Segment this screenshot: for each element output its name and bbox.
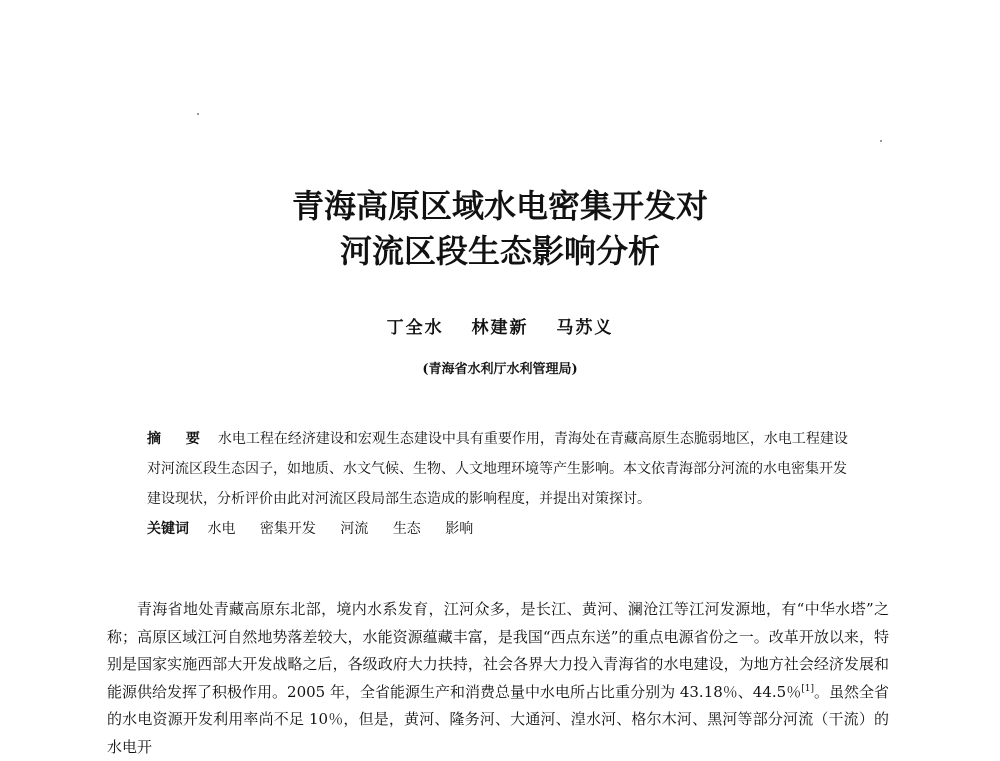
affiliation: (青海省水利厅水利管理局) (422, 362, 578, 377)
body-section (107, 596, 889, 761)
abstract-label: 摘 要 (147, 431, 210, 447)
author-name: 丁全水 (386, 318, 444, 338)
citation-ref: [1] (801, 683, 814, 694)
abstract-body (147, 424, 855, 514)
scan-speck (880, 140, 882, 142)
abstract-section (147, 424, 855, 544)
scan-speck (197, 113, 199, 115)
keyword: 生态 (392, 521, 421, 537)
keyword: 影响 (445, 521, 474, 537)
keyword: 密集开发 (259, 521, 316, 537)
body-text-part: 青海省地处青藏高原东北部，境内水系发育，江河众多，是长江、黄河、澜沧江等江河发源地，有“中华水塔”之称；高原区域江河自然地势落差较大，水能资源蕴藏丰富，是我国“西点东送”的重点电源省份之一。改革开放以来，特别是国家实施西部大开发战略之后，各级政府大力扶持，社会各界大力投入青海省的水电建设，为地方社会经济发展和能源供给发挥了积极作用。2005 年，全省能源生产和消费总量中水电所占比重分别为 43.18％、44.5％ (107, 600, 889, 701)
keyword: 水电 (207, 521, 236, 537)
keywords-label: 关键词 (147, 521, 189, 537)
keywords-row (147, 514, 855, 544)
body-text-part: 。虽然全省的水电资源开发利用率尚不足 10％，但是，黄河、隆务河、大通河、湟水河、格尔木河、黑河等部分河流（干流）的水电开 (107, 682, 889, 756)
body-paragraph (107, 596, 889, 761)
paper-title-line-1: 青海高原区域水电密集开发对 (291, 187, 708, 225)
keyword: 河流 (340, 521, 369, 537)
author-list (0, 313, 1000, 338)
abstract-text: 水电工程在经济建设和宏观生态建设中具有重要作用，青海处在青藏高原生态脆弱地区，水电工程建设对河流区段生态因子，如地质、水文气候、生物、人文地理环境等产生影响。本文依青海部分河流的水电密集开发建设现状，分析评价由此对河流区段局部生态造成的影响程度，并提出对策探讨。 (147, 431, 848, 507)
paper-title-line-2: 河流区段生态影响分析 (339, 232, 660, 270)
author-name: 林建新 (471, 318, 529, 338)
author-name: 马苏义 (556, 318, 614, 338)
